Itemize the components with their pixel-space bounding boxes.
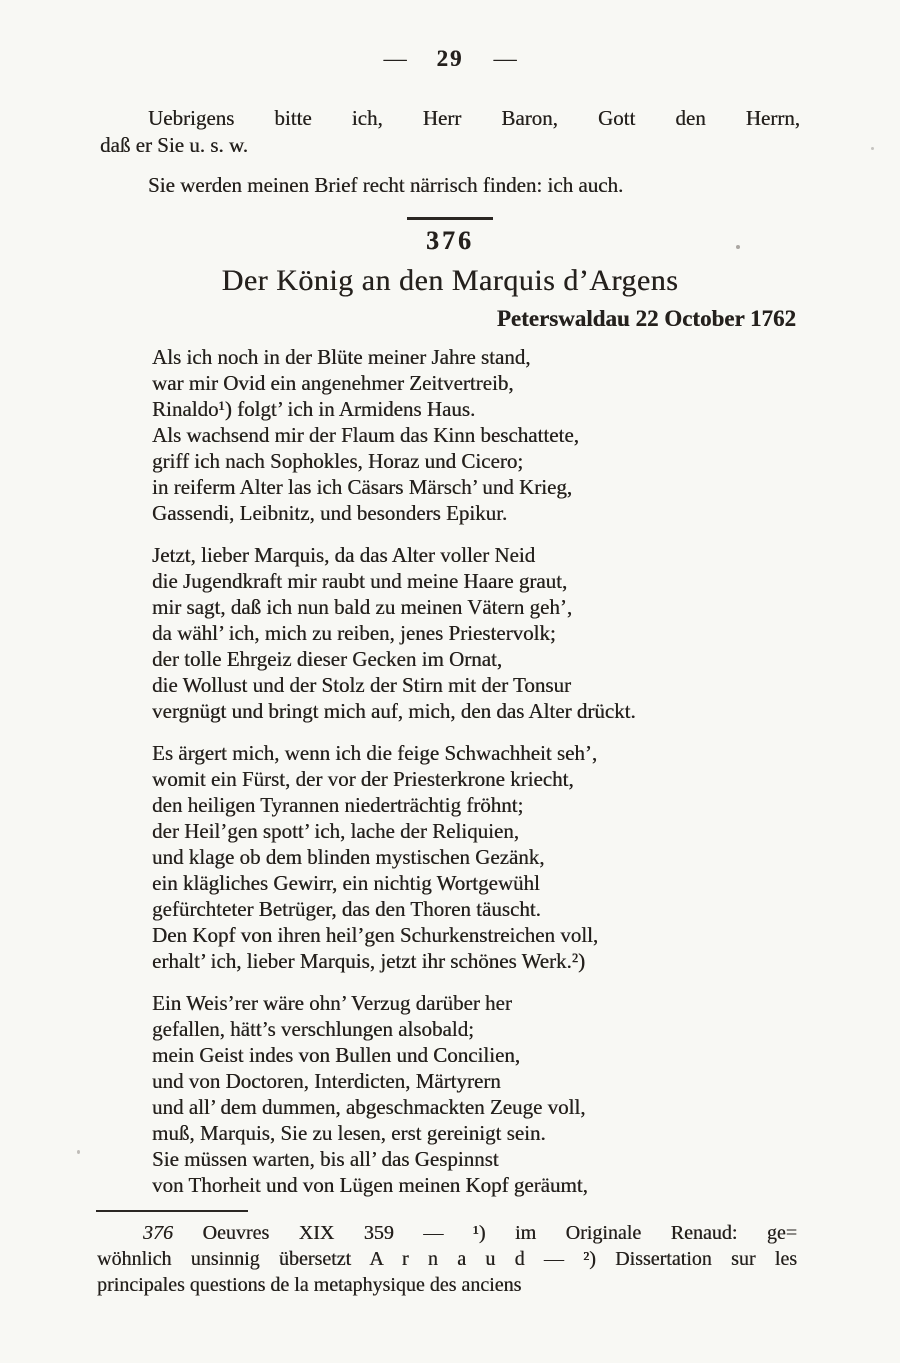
poem-line: muß, Marquis, Sie zu lesen, erst gereinigt sein. <box>152 1121 546 1145</box>
page-number-dash-right: — <box>493 46 517 71</box>
intro-paragraph1-line1: Uebrigens bitte ich, Herr Baron, Gott den Herrn, <box>148 106 800 130</box>
letter-title: Der König an den Marquis d’Argens <box>221 264 679 297</box>
poem-line: ein klägliches Gewirr, ein nichtig Wortgewühl <box>152 871 540 895</box>
page-number-row <box>0 0 900 72</box>
poem-line: vergnügt und bringt mich auf, mich, den das Alter drückt. <box>152 699 636 723</box>
poem-stanza-4 <box>152 990 900 1198</box>
footnote-rule <box>96 1210 248 1212</box>
poem-line: mir sagt, daß ich nun bald zu meinen Vätern geh’, <box>152 595 573 619</box>
poem-line: Als wachsend mir der Flaum das Kinn beschattete, <box>152 423 579 447</box>
intro-paragraph1-line2: daß er Sie u. s. w. <box>100 133 248 157</box>
poem-line: mein Geist indes von Bullen und Concilien, <box>152 1043 521 1067</box>
poem-line: die Jugendkraft mir raubt und meine Haare graut, <box>152 569 568 593</box>
poem-stanza-2 <box>152 542 900 724</box>
footnote-line1 <box>97 1220 797 1246</box>
poem-line: den heiligen Tyrannen niederträchtig fröhnt; <box>152 793 524 817</box>
poem-line: Ein Weis’rer wäre ohn’ Verzug darüber her <box>152 991 512 1015</box>
section-divider-rule <box>407 217 493 220</box>
poem-line: der tolle Ehrgeiz dieser Gecken im Ornat, <box>152 647 503 671</box>
letter-number: 376 <box>426 226 474 255</box>
poem-line: die Wollust und der Stolz der Stirn mit der Tonsur <box>152 673 571 697</box>
intro-prose <box>100 105 800 199</box>
poem-line: erhalt’ ich, lieber Marquis, jetzt ihr schönes Werk.²) <box>152 949 586 973</box>
page-number: 29 <box>436 46 464 71</box>
letter-dateline: Peterswaldau 22 October 1762 <box>496 306 796 331</box>
footnote-line1-text: Oeuvres XIX 359 — ¹) im Originale Renaud: ge= <box>202 1222 798 1244</box>
poem-line: und klage ob dem blinden mystischen Gezänk, <box>152 845 545 869</box>
scan-speck <box>871 147 874 150</box>
poem-line: in reiferm Alter las ich Cäsars Märsch’ und Krieg, <box>152 475 573 499</box>
scan-speck <box>77 1150 80 1154</box>
footnote-line3: principales questions de la metaphysique des anciens <box>97 1274 522 1296</box>
poem-line: Rinaldo¹) folgt’ ich in Armidens Haus. <box>152 397 476 421</box>
poem-line: war mir Ovid ein angenehmer Zeitvertreib, <box>152 371 514 395</box>
poem-line: Jetzt, lieber Marquis, da das Alter voller Neid <box>152 543 536 567</box>
poem-line: und all’ dem dummen, abgeschmackten Zeuge voll, <box>152 1095 586 1119</box>
poem-stanza-3 <box>152 740 900 974</box>
poem-line: der Heil’gen spott’ ich, lache der Reliquien, <box>152 819 519 843</box>
poem-line: von Thorheit und von Lügen meinen Kopf geräumt, <box>152 1173 588 1197</box>
poem-line: womit ein Fürst, der vor der Priesterkrone kriecht, <box>152 767 574 791</box>
poem <box>152 344 900 1198</box>
footnote-letter-number: 376 <box>143 1222 173 1244</box>
footnote <box>97 1220 797 1298</box>
poem-line: griff ich nach Sophokles, Horaz und Cicero; <box>152 449 524 473</box>
poem-line: gefürchteter Betrüger, das den Thoren täuscht. <box>152 897 541 921</box>
poem-line: gefallen, hätt’s verschlungen alsobald; <box>152 1017 474 1041</box>
poem-stanza-1 <box>152 344 900 526</box>
poem-line: da wähl’ ich, mich zu reiben, jenes Priestervolk; <box>152 621 556 645</box>
poem-line: Den Kopf von ihren heil’gen Schurkenstreichen voll, <box>152 923 599 947</box>
poem-line: Es ärgert mich, wenn ich die feige Schwachheit seh’, <box>152 741 598 765</box>
poem-line: Als ich noch in der Blüte meiner Jahre stand, <box>152 345 531 369</box>
poem-line: Sie müssen warten, bis all’ das Gespinnst <box>152 1147 499 1171</box>
intro-paragraph2: Sie werden meinen Brief recht närrisch finden: ich auch. <box>148 173 624 197</box>
poem-line: Gassendi, Leibnitz, und besonders Epikur. <box>152 501 508 525</box>
poem-line: und von Doctoren, Interdicten, Märtyrern <box>152 1069 501 1093</box>
page-number-dash-left: — <box>383 46 407 71</box>
footnote-line2: wöhnlich unsinnig übersetzt A r n a u d — ²) Dissertation sur les <box>97 1248 797 1270</box>
scan-speck <box>736 245 740 249</box>
